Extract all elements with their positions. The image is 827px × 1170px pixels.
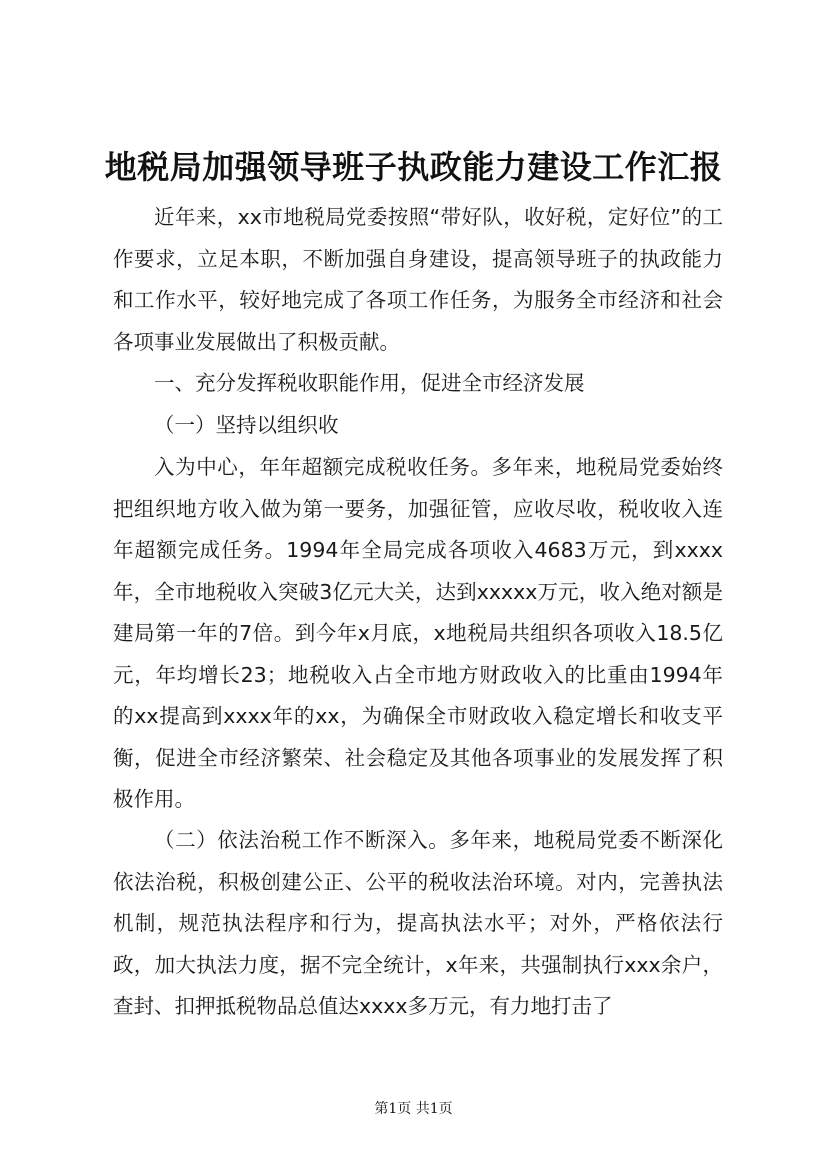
section-heading-1: 一、充分发挥税收职能作用，促进全市经济发展 [154, 371, 585, 395]
paragraph-revenue: 入为中心，年年超额完成税收任务。多年来，地税局党委始终把组织地方收入做为第一要务，加强征管，应收尽收，税收收入连年超额完成任务。1994年全局完成各项收入4683万元，到xxxx年，全市地税收入突破3亿元大关，达到xxxxx万元，收入绝对额是建局第一年的7倍。到今年x月底，x地税局共组织各项收入18.5亿元，年均增长23；地税收入占全市地方财政收入的比重由1994年的xx提高到xxxx年的xx，为确保全市财政收入稳定增长和收支平衡，促进全市经济繁荣、社会稳定及其他各项事业的发展发挥了积极作用。 [113, 455, 723, 811]
document-title: 地税局加强领导班子执政能力建设工作汇报 [104, 148, 723, 186]
paragraph-intro: 近年来，xx市地税局党委按照“带好队，收好税，定好位”的工作要求，立足本职，不断加强自身建设，提高领导班子的执政能力和工作水平，较好地完成了各项工作任务，为服务全市经济和社会各项事业发展做出了积极贡献。 [113, 205, 723, 354]
page-number-footer: 第1页 共1页 [374, 1101, 453, 1117]
paragraph-law-enforcement: （二）依法治税工作不断深入。多年来，地税局党委不断深化依法治税，积极创建公正、公平的税收法治环境。对内，完善执法机制，规范执法程序和行为，提高执法水平；对外，严格依法行政，加大执法力度，据不完全统计，x年来，共强制执行xxx余户，查封、扣押抵税物品总值达xxxx多万元，有力地打击了 [113, 828, 723, 1018]
subsection-heading-1: （一）坚持以组织收 [154, 413, 339, 437]
